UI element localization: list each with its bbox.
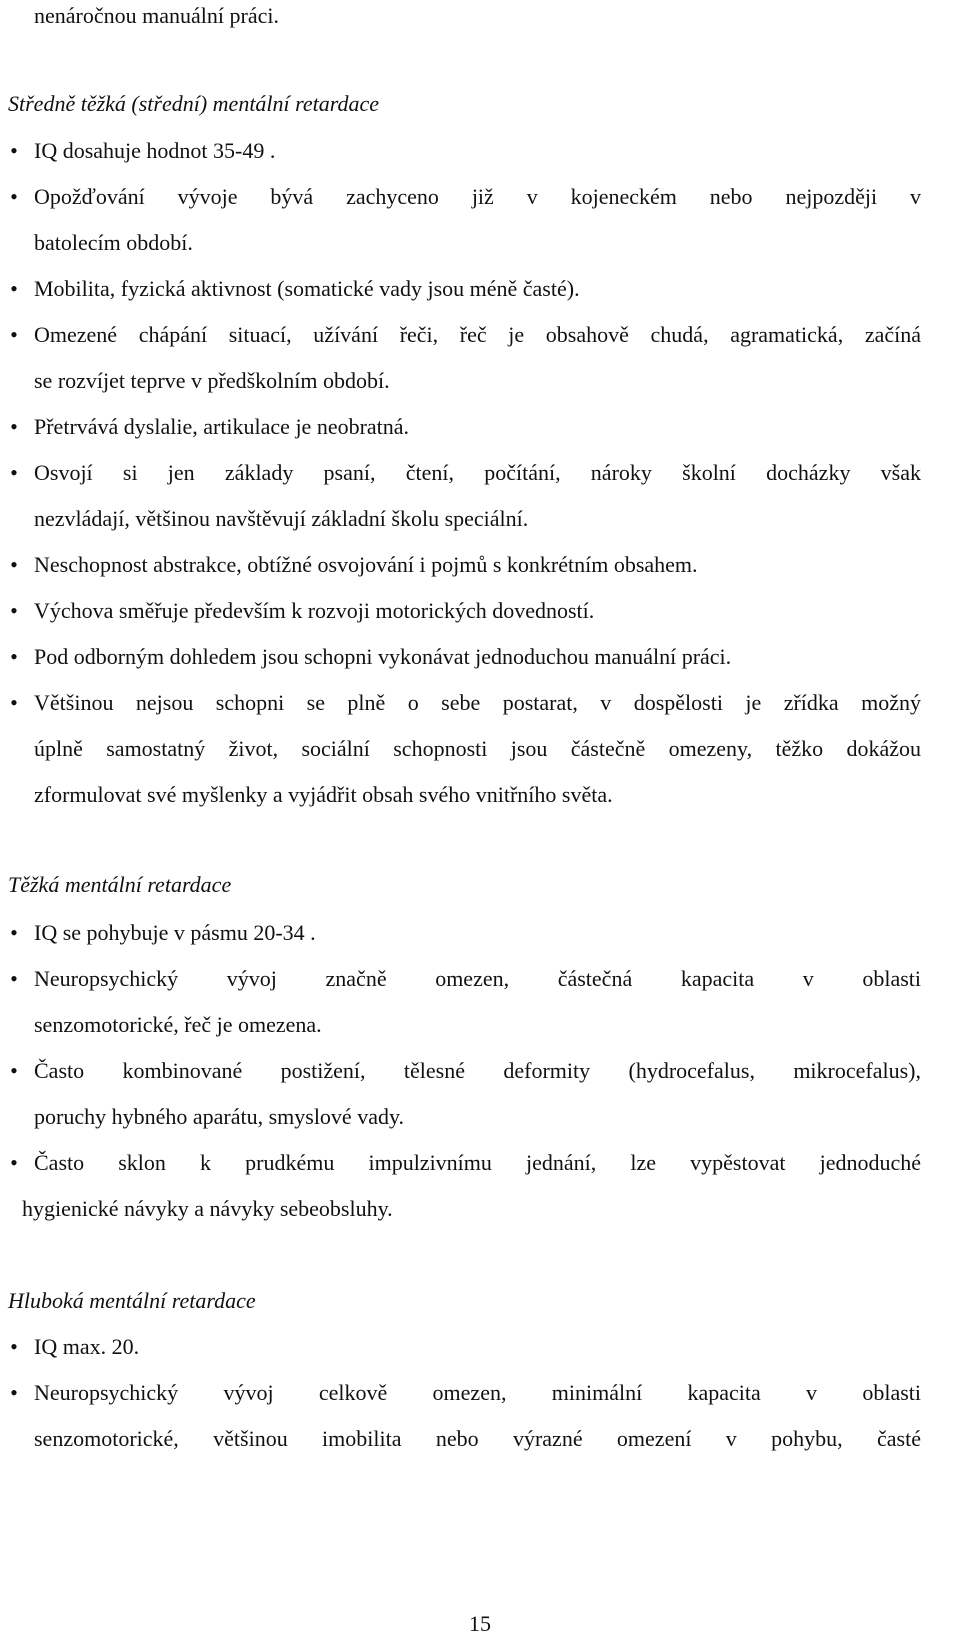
list-item-text: IQ dosahuje hodnot 35-49 . bbox=[34, 138, 276, 163]
list-item-text: IQ se pohybuje v pásmu 20-34 . bbox=[34, 920, 316, 945]
bullet-icon: • bbox=[10, 1334, 18, 1359]
bullet-icon: • bbox=[10, 322, 18, 347]
list-item-text: Opožďování vývoje bývá zachyceno již v kojeneckém nebo nejpozději v bbox=[34, 184, 921, 209]
list-item bbox=[0, 136, 960, 166]
list-item-text: Neuropsychický vývoj značně omezen, částečná kapacita v oblasti bbox=[34, 966, 921, 991]
list-item-text: se rozvíjet teprve v předškolním období. bbox=[34, 368, 390, 393]
list-item-continuation bbox=[0, 228, 960, 258]
section-heading-moderate bbox=[0, 89, 960, 119]
bullet-icon: • bbox=[10, 1380, 18, 1405]
section-heading-severe bbox=[0, 870, 960, 900]
list-item bbox=[0, 182, 960, 212]
list-item-text: úplně samostatný život, sociální schopnosti jsou částečně omezeny, těžko dokážou bbox=[34, 736, 921, 761]
bullet-icon: • bbox=[10, 552, 18, 577]
list-item-continuation bbox=[0, 1010, 960, 1040]
list-item bbox=[0, 964, 960, 994]
list-item-text: Většinou nejsou schopni se plně o sebe postarat, v dospělosti je zřídka možný bbox=[34, 690, 921, 715]
list-item bbox=[0, 1378, 960, 1408]
bullet-icon: • bbox=[10, 460, 18, 485]
list-item-text: IQ max. 20. bbox=[34, 1334, 140, 1359]
list-item-continuation bbox=[0, 780, 960, 810]
list-item bbox=[0, 688, 960, 718]
paragraph-text: nenáročnou manuální práci. bbox=[34, 3, 279, 28]
page-number: 15 bbox=[469, 1611, 491, 1636]
bullet-icon: • bbox=[10, 966, 18, 991]
list-item-text: Často sklon k prudkému impulzivnímu jednání, lze vypěstovat jednoduché bbox=[34, 1150, 921, 1175]
bullet-icon: • bbox=[10, 644, 18, 669]
bullet-icon: • bbox=[10, 598, 18, 623]
list-item-continuation bbox=[0, 1102, 960, 1132]
list-item bbox=[0, 596, 960, 626]
list-item-text: Osvojí si jen základy psaní, čtení, počítání, nároky školní docházky však bbox=[34, 460, 921, 485]
bullet-icon: • bbox=[10, 920, 18, 945]
bullet-icon: • bbox=[10, 690, 18, 715]
list-item-continuation bbox=[0, 504, 960, 534]
list-item bbox=[0, 320, 960, 350]
list-item-text: Omezené chápání situací, užívání řeči, řeč je obsahově chudá, agramatická, začíná bbox=[34, 322, 921, 347]
bullet-icon: • bbox=[10, 276, 18, 301]
list-item bbox=[0, 412, 960, 442]
list-item-text: Pod odborným dohledem jsou schopni vykonávat jednoduchou manuální práci. bbox=[34, 644, 732, 669]
list-item-text: senzomotorické, většinou imobilita nebo výrazné omezení v pohybu, časté bbox=[34, 1426, 921, 1451]
bullet-icon: • bbox=[10, 138, 18, 163]
bullet-icon: • bbox=[10, 1150, 18, 1175]
continuation-line bbox=[0, 1, 960, 31]
list-item-text: Často kombinované postižení, tělesné deformity (hydrocefalus, mikrocefalus), bbox=[34, 1058, 921, 1083]
list-item-continuation bbox=[0, 1194, 960, 1224]
list-item-continuation bbox=[0, 1424, 960, 1454]
bullet-icon: • bbox=[10, 184, 18, 209]
list-item-continuation bbox=[0, 366, 960, 396]
list-item-text: zformulovat své myšlenky a vyjádřit obsah svého vnitřního světa. bbox=[34, 782, 613, 807]
list-item-text: senzomotorické, řeč je omezena. bbox=[34, 1012, 322, 1037]
section-heading-text: Hluboká mentální retardace bbox=[8, 1288, 256, 1313]
list-item bbox=[0, 458, 960, 488]
list-item-text: nezvládají, většinou navštěvují základní školu speciální. bbox=[34, 506, 529, 531]
list-item-text: Výchova směřuje především k rozvoji motorických dovedností. bbox=[34, 598, 595, 623]
list-item-text: batolecím období. bbox=[34, 230, 193, 255]
section-heading-profound bbox=[0, 1286, 960, 1316]
list-item-text: Přetrvává dyslalie, artikulace je neobratná. bbox=[34, 414, 410, 439]
list-item-text: Mobilita, fyzická aktivnost (somatické vady jsou méně časté). bbox=[34, 276, 580, 301]
list-item bbox=[0, 550, 960, 580]
list-item-text: poruchy hybného aparátu, smyslové vady. bbox=[34, 1104, 405, 1129]
section-heading-text: Středně těžká (střední) mentální retardace bbox=[8, 91, 380, 116]
list-item-continuation bbox=[0, 734, 960, 764]
list-item bbox=[0, 1056, 960, 1086]
list-item bbox=[0, 274, 960, 304]
list-item bbox=[0, 642, 960, 672]
list-item bbox=[0, 1148, 960, 1178]
bullet-icon: • bbox=[10, 1058, 18, 1083]
bullet-icon: • bbox=[10, 414, 18, 439]
list-item-text: hygienické návyky a návyky sebeobsluhy. bbox=[22, 1196, 393, 1221]
list-item-text: Neschopnost abstrakce, obtížné osvojování i pojmů s konkrétním obsahem. bbox=[34, 552, 698, 577]
list-item bbox=[0, 918, 960, 948]
section-heading-text: Těžká mentální retardace bbox=[8, 872, 232, 897]
list-item-text: Neuropsychický vývoj celkově omezen, minimální kapacita v oblasti bbox=[34, 1380, 921, 1405]
list-item bbox=[0, 1332, 960, 1362]
